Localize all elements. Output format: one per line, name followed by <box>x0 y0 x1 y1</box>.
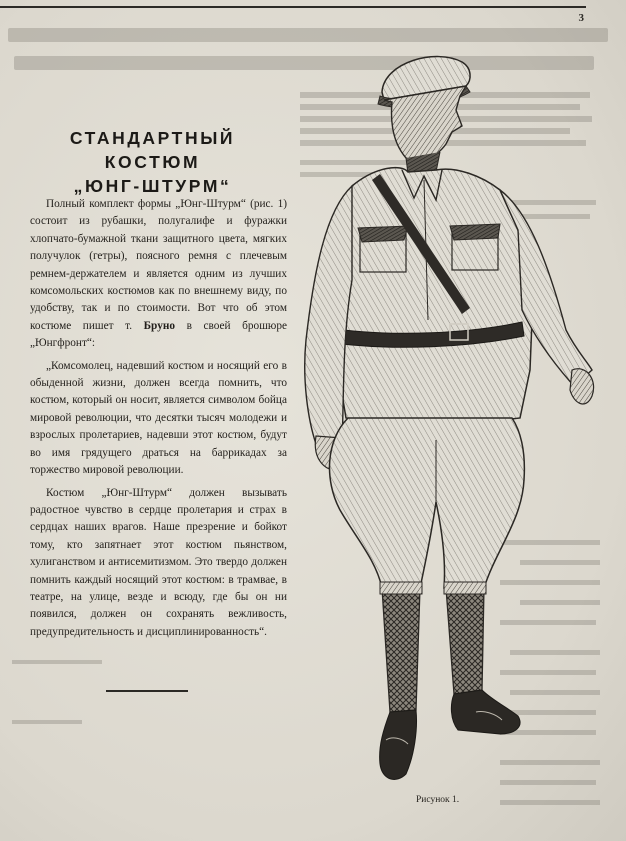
shirt <box>334 168 532 428</box>
breeches <box>330 418 525 588</box>
article-title <box>20 126 285 198</box>
page-number: 3 <box>578 12 584 24</box>
paragraph-2: Костюм „Юнг-Штурм“ должен вызывать радостное чувство в сердце пролетария и страх в сердцах наших врагов. Наше презрение и бойкот тому, кто запятнает этот костюм пьянством, хулиганством и антисемитизмом. Это твердо должен помнить каждый носящий этот костюм: в трамвае, в театре, на улице, везде и всюду, где бы он ни появился, должен он сохранять вежливость, предупредительность и дисциплинированность“. <box>30 486 287 638</box>
top-rule <box>0 6 586 8</box>
paragraph-1-text-b: в своей брошюре „Юнгфронт“: <box>30 319 287 350</box>
paragraph-1-text-a: Полный комплект формы „Юнг-Штурм“ (рис. 1) состоит из рубашки, полугалифе и фуражки хлопчато-бумажной ткани защитного цвета, мягких получулок (гетры), поясного ремня с плечевым ремнем-держателем и является одним из лучших комсомольских костюмов как по внешнему виду, по удобству, так и по стоимости. Вот что об этом костюме пишет т. <box>30 198 287 332</box>
head <box>384 86 466 174</box>
author-name: Бруно <box>143 319 176 332</box>
uniform-illustration <box>286 40 611 788</box>
quote-paragraph: „Комсомолец, надевший костюм и носящий его в обыденной жизни, должен всегда помнить, что костюм, который он носит, является символом бойца мировой революции, что десятки тысяч молодежи и взрослых пролетариев, надевши этот костюм, будут во имя грядущего драться на баррикадах за торжество мировой революции. <box>30 359 287 477</box>
paragraph-1 <box>30 196 287 353</box>
figure-caption: Рисунок 1. <box>416 795 460 805</box>
title-line-1: СТАНДАРТНЫЙ КОСТЮМ <box>69 128 236 172</box>
section-divider <box>106 690 188 692</box>
title-line-2: „ЮНГ-ШТУРМ“ <box>73 176 232 196</box>
article-body <box>30 196 287 646</box>
